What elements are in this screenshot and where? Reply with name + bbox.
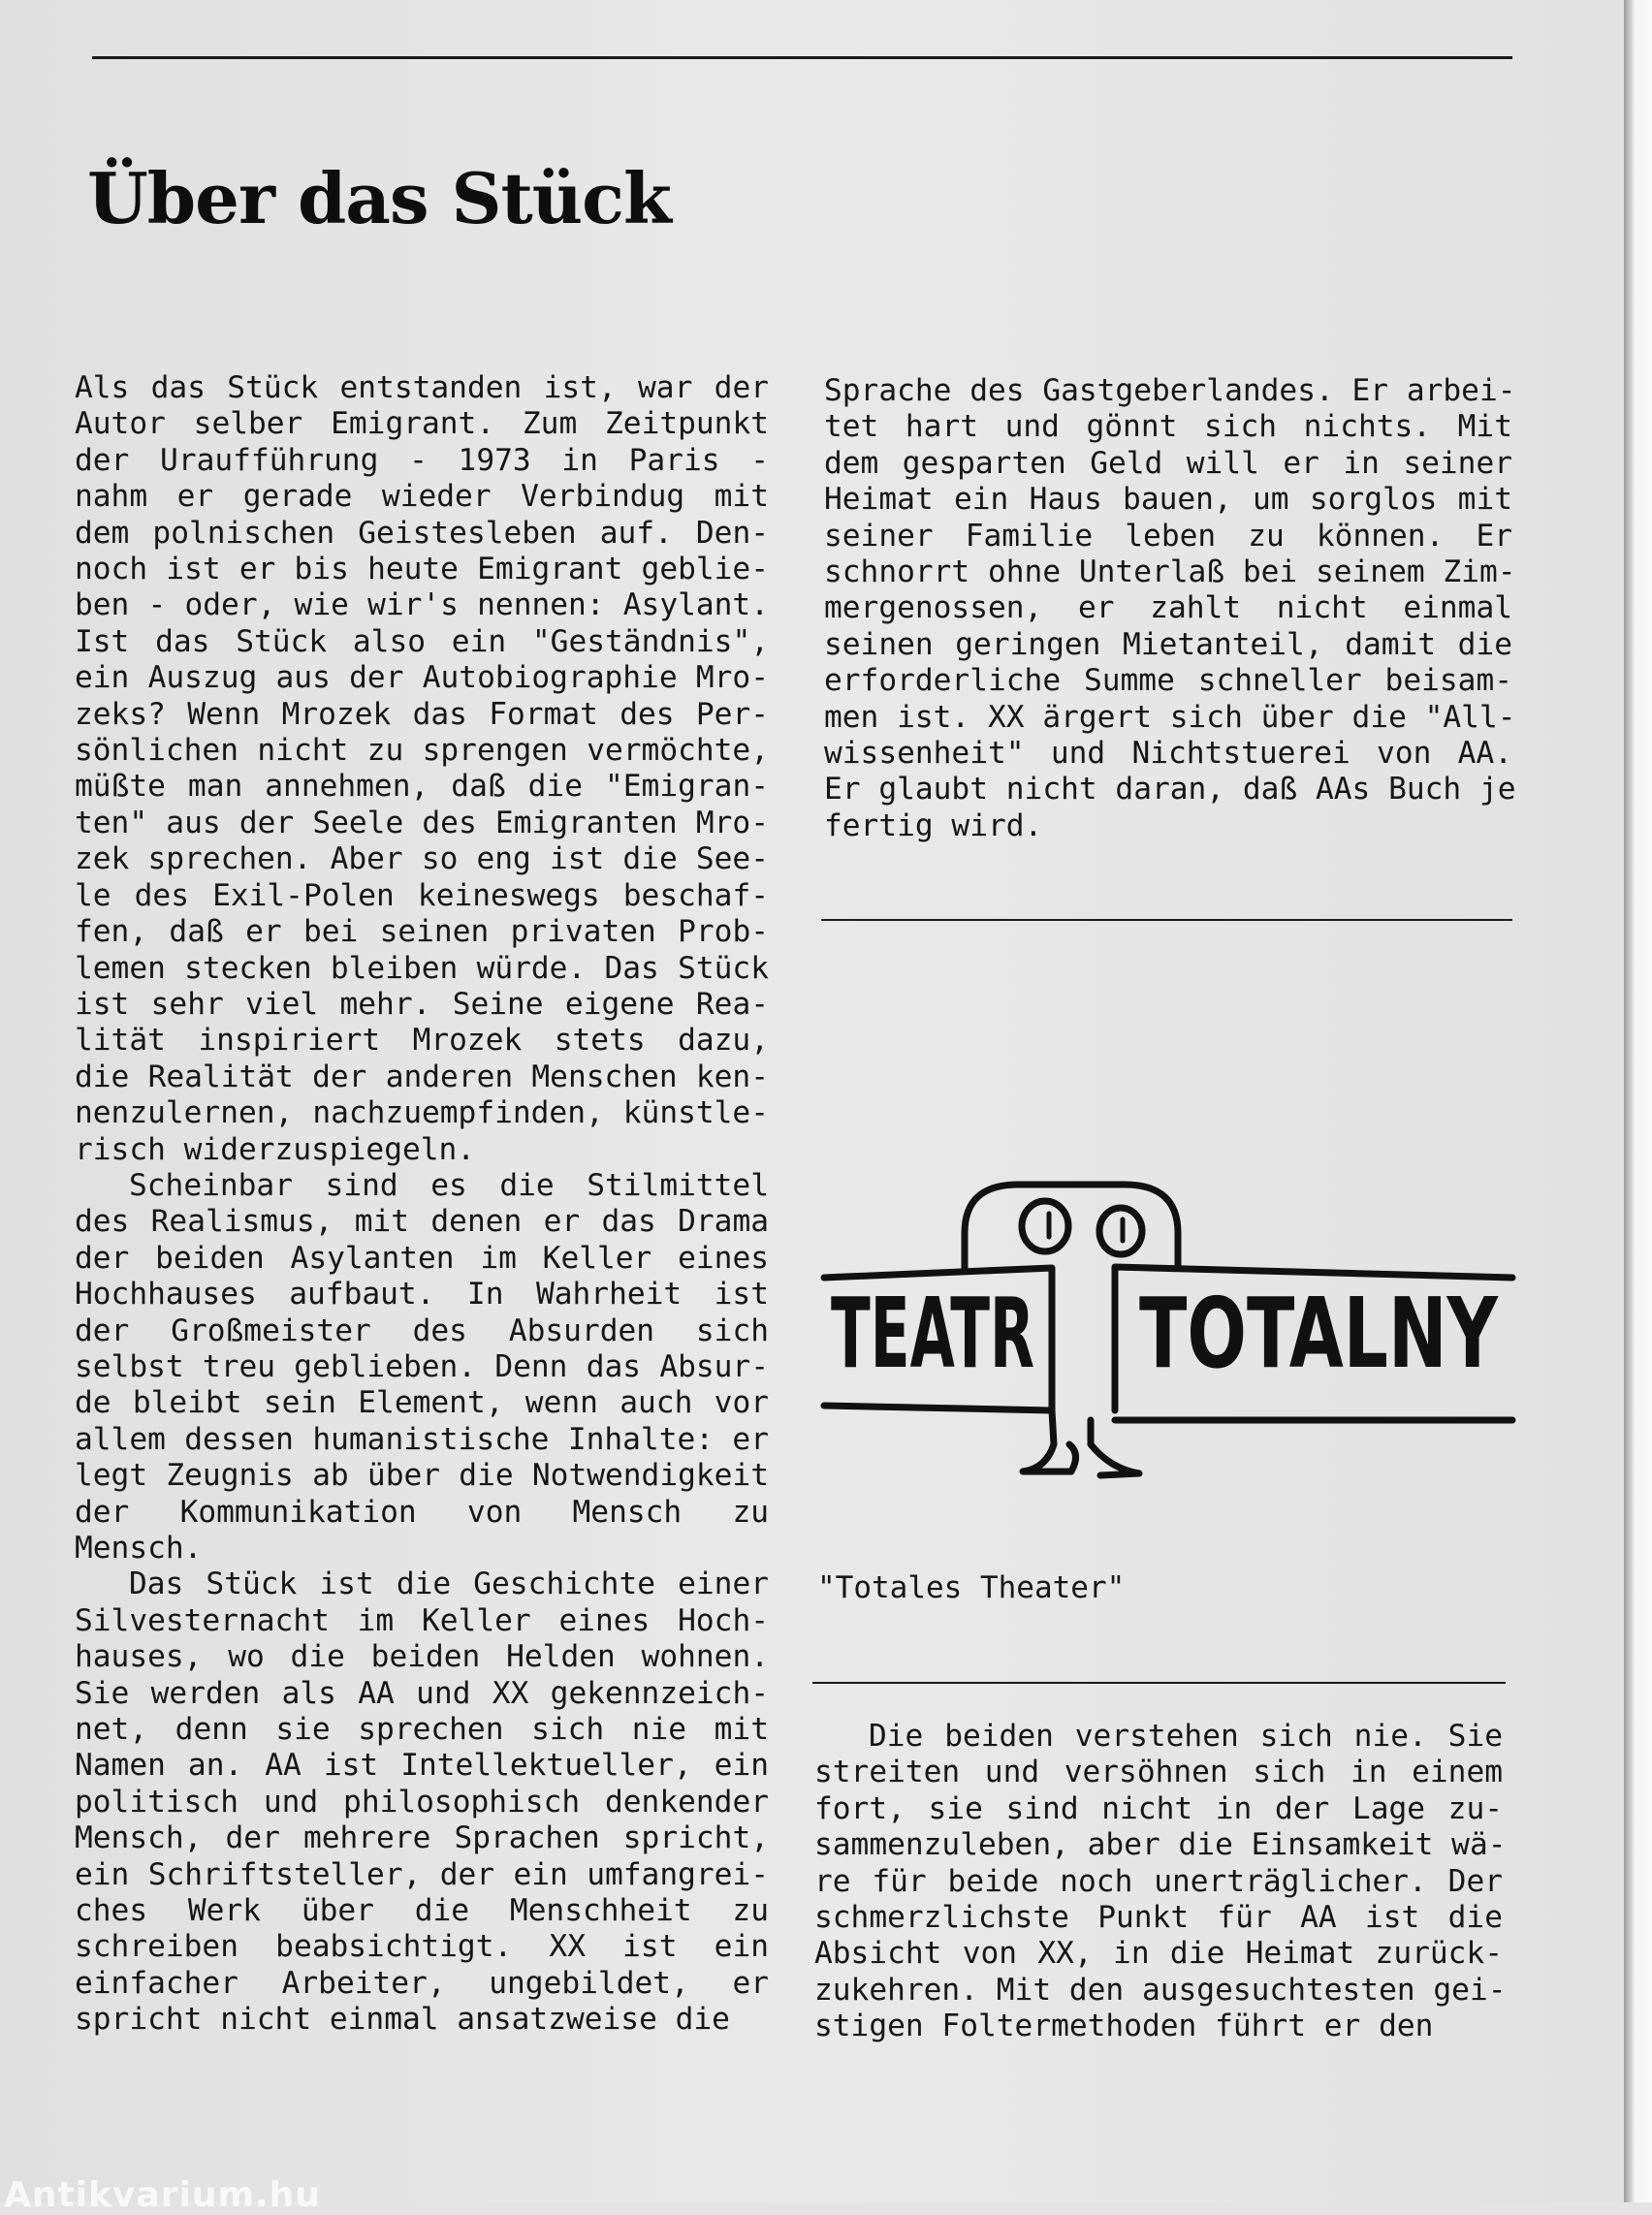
text-line: sönlichen nicht zu sprengen vermöchte, xyxy=(75,733,769,769)
text-line: noch ist er bis heute Emigrant geblie- xyxy=(75,552,769,587)
text-line: Das Stück ist die Geschichte einer xyxy=(129,1566,769,1602)
text-line: hauses, wo die beiden Helden wohnen. xyxy=(75,1639,769,1675)
text-line: schmerzlichste Punkt für AA ist die xyxy=(814,1900,1503,1936)
text-line: dem gesparten Geld will er in seiner xyxy=(824,445,1512,481)
text-line: risch widerzuspiegeln. xyxy=(75,1131,476,1167)
text-line: sammenzuleben, aber die Einsamkeit wä- xyxy=(814,1827,1507,1863)
logo-bottom-rule xyxy=(812,1682,1506,1684)
text-line: die Realität der anderen Menschen ken- xyxy=(75,1059,769,1094)
text-line: ein Auszug aus der Autobiographie Mro- xyxy=(75,660,769,696)
text-line: spricht nicht einmal ansatzweise die xyxy=(75,2002,730,2038)
text-line: fort, sie sind nicht in der Lage zu- xyxy=(814,1790,1503,1826)
text-line: einfacher Arbeiter, ungebildet, er xyxy=(75,1965,769,2001)
logo-leg-left xyxy=(1023,1410,1076,1471)
text-line: fertig wird. xyxy=(824,807,1043,843)
text-line: dem polnischen Geistesleben auf. Den- xyxy=(75,515,769,551)
text-line: der Uraufführung - 1973 in Paris - xyxy=(75,442,769,478)
text-line: wissenheit" und Nichtstuerei von AA. xyxy=(824,736,1512,772)
right-column-bottom xyxy=(814,1719,1507,2045)
text-line: Mensch. xyxy=(75,1531,203,1566)
text-line: fen, daß er bei seinen privaten Prob- xyxy=(75,914,769,950)
text-line: Absicht von XX, in die Heimat zurück- xyxy=(814,1936,1503,1972)
text-line: ten" aus der Seele des Emigranten Mro- xyxy=(75,805,769,840)
text-line: der Kommunikation von Mensch zu xyxy=(75,1494,769,1530)
text-line: lität inspiriert Mrozek stets dazu, xyxy=(75,1023,769,1059)
text-line: mergenossen, er zahlt nicht einmal xyxy=(824,590,1512,626)
page-title: Über das Stück xyxy=(87,157,671,239)
text-line: Sie werden als AA und XX gekennzeich- xyxy=(75,1675,769,1711)
logo-top-rule xyxy=(821,919,1512,921)
logo-word-teatr: TEATR xyxy=(831,1277,1034,1390)
text-line: Silvesternacht im Keller eines Hoch- xyxy=(75,1602,769,1638)
logo-eye-left xyxy=(1022,1201,1068,1251)
text-line: selbst treu geblieben. Denn das Absur- xyxy=(75,1348,769,1384)
text-line: ein Schriftsteller, der ein umfangrei- xyxy=(75,1856,769,1892)
text-line: schnorrt ohne Unterlaß bei seinem Zim- xyxy=(824,554,1516,590)
logo-caption: "Totales Theater" xyxy=(817,1570,1126,1605)
text-line: ches Werk über die Menschheit zu xyxy=(75,1893,769,1929)
text-line: Scheinbar sind es die Stilmittel xyxy=(129,1167,769,1203)
text-line: men ist. XX ärgert sich über die "All- xyxy=(824,699,1516,735)
text-line: der beiden Asylanten im Keller eines xyxy=(75,1240,769,1276)
text-line: Mensch, der mehrere Sprachen spricht, xyxy=(75,1820,769,1856)
text-line: der Großmeister des Absurden sich xyxy=(75,1313,769,1348)
text-line: re für beide noch unerträglicher. Der xyxy=(814,1863,1503,1899)
text-line: Ist das Stück also ein "Geständnis", xyxy=(75,623,769,659)
text-line: nahm er gerade wieder Verbindug mit xyxy=(75,479,769,515)
text-line: de bleibt sein Element, wenn auch vor xyxy=(75,1385,769,1421)
text-line: lemen stecken bleiben würde. Das Stück xyxy=(75,950,769,986)
text-line: Die beiden verstehen sich nie. Sie xyxy=(869,1719,1503,1754)
text-line: zukehren. Mit den ausgesuchtesten gei- xyxy=(814,1972,1507,2008)
text-line: zek sprechen. Aber so eng ist die See- xyxy=(75,841,769,877)
text-line: ben - oder, wie wir's nennen: Asylant. xyxy=(75,587,769,623)
text-line: nenzulernen, nachzuempfinden, künstle- xyxy=(75,1095,769,1131)
text-line: politisch und philosophisch denkender xyxy=(75,1784,769,1819)
text-line: schreiben beabsichtigt. XX ist ein xyxy=(75,1929,769,1965)
top-rule xyxy=(92,56,1512,59)
text-line: zeks? Wenn Mrozek das Format des Per- xyxy=(75,696,769,732)
left-column xyxy=(75,370,769,2039)
text-line: Heimat ein Haus bauen, um sorglos mit xyxy=(824,482,1512,518)
page-edge xyxy=(1624,0,1652,2202)
text-line: streiten und versöhnen sich in einem xyxy=(814,1755,1503,1790)
logo-word-totalny: TOTALNY xyxy=(1139,1277,1500,1390)
text-line: seiner Familie leben zu können. Er xyxy=(824,518,1512,554)
text-line: tet hart und gönnt sich nichts. Mit xyxy=(824,409,1512,445)
text-line: Als das Stück entstanden ist, war der xyxy=(75,370,769,405)
text-line: Hochhauses aufbaut. In Wahrheit ist xyxy=(75,1277,769,1313)
logo-leg-right xyxy=(1091,1420,1139,1475)
text-line: le des Exil-Polen keineswegs beschaf- xyxy=(75,877,769,913)
text-line: seinen geringen Mietanteil, damit die xyxy=(824,626,1512,662)
text-line: Autor selber Emigrant. Zum Zeitpunkt xyxy=(75,406,769,442)
text-line: allem dessen humanistische Inhalte: er xyxy=(75,1421,769,1457)
text-line: Sprache des Gastgeberlandes. Er arbei- xyxy=(824,373,1516,408)
text-line: müßte man annehmen, daß die "Emigran- xyxy=(75,769,769,805)
text-line: legt Zeugnis ab über die Notwendigkeit xyxy=(75,1458,769,1494)
text-line: des Realismus, mit denen er das Drama xyxy=(75,1204,769,1240)
text-line: net, denn sie sprechen sich nie mit xyxy=(75,1712,769,1748)
right-column-top xyxy=(824,373,1516,844)
text-line: Namen an. AA ist Intellektueller, ein xyxy=(75,1748,769,1784)
teatr-totalny-logo xyxy=(819,1163,1517,1493)
text-line: erforderliche Summe schneller beisam- xyxy=(824,663,1512,699)
text-line: ist sehr viel mehr. Seine eigene Rea- xyxy=(75,986,769,1022)
text-line: Er glaubt nicht daran, daß AAs Buch je xyxy=(824,772,1516,807)
text-line: stigen Foltermethoden führt er den xyxy=(814,2009,1434,2044)
watermark: Antikvarium.hu xyxy=(4,2175,321,2215)
